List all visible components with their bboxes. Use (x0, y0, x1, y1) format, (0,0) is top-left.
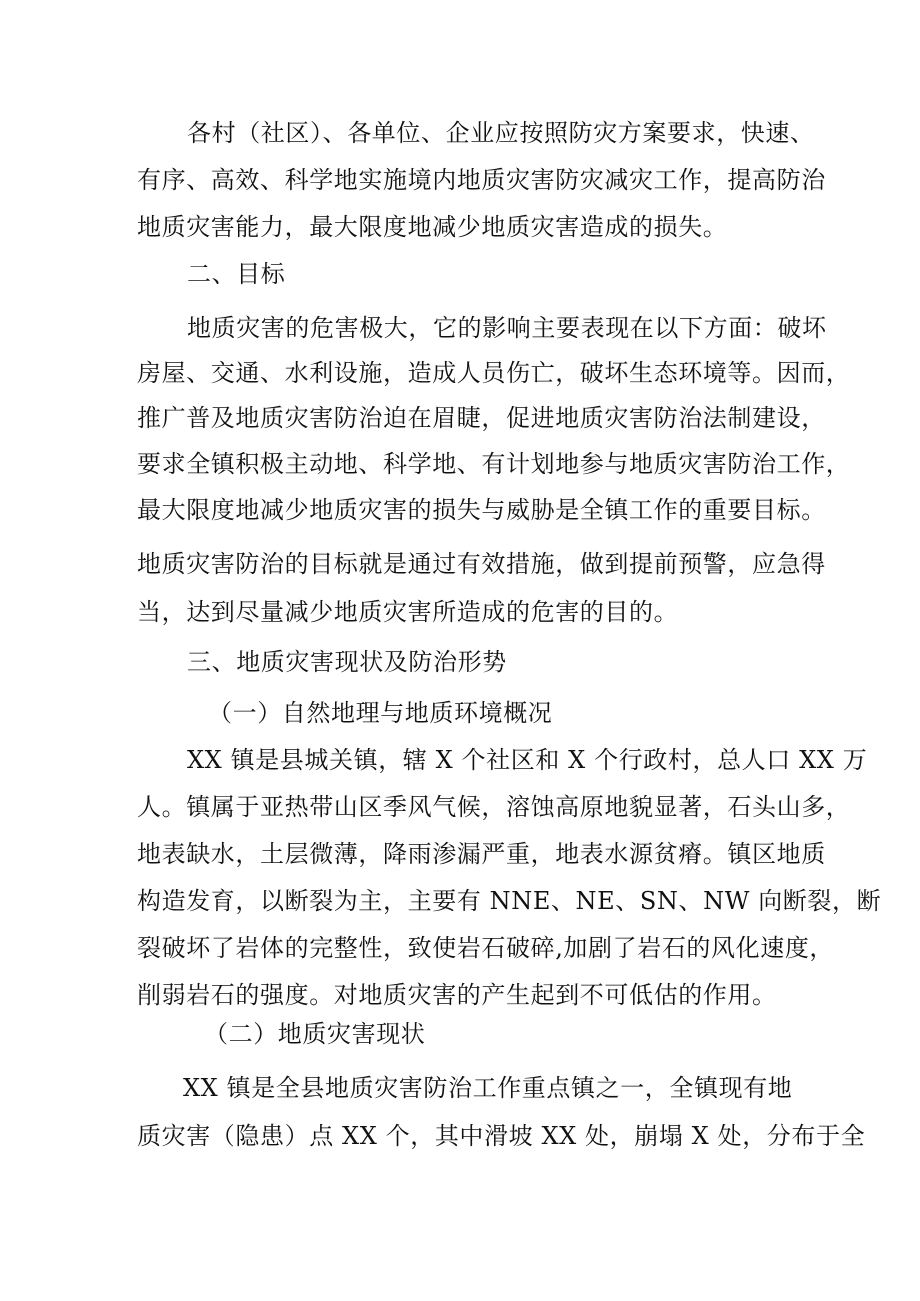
subsection-heading: （二）地质灾害现状 (204, 1020, 426, 1048)
text-line: XX 镇是县城关镇，辖 X 个社区和 X 个行政村，总人口 XX 万 (187, 746, 868, 774)
subsection-heading: （一）自然地理与地质环境概况 (208, 699, 553, 727)
text-line: 地质灾害能力，最大限度地减少地质灾害造成的损失。 (137, 213, 728, 241)
text-line: 构造发育，以断裂为主，主要有 NNE、NE、SN、NW 向断裂，断 (137, 887, 882, 915)
text-line: 地质灾害防治的目标就是通过有效措施，做到提前预警，应急得 (137, 550, 826, 578)
text-line: 推广普及地质灾害防治迫在眉睫，促进地质灾害防治法制建设， (137, 404, 826, 432)
section-heading: 二、目标 (187, 260, 286, 288)
text-line: 有序、高效、科学地实施境内地质灾害防灾减灾工作，提高防治 (137, 166, 826, 194)
text-line: 削弱岩石的强度。对地质灾害的产生起到不可低估的作用。 (137, 981, 777, 1009)
text-line: 当，达到尽量减少地质灾害所造成的危害的目的。 (137, 598, 679, 626)
text-line: 人。镇属于亚热带山区季风气候，溶蚀高原地貌显著，石头山多， (137, 793, 851, 821)
text-line: 地表缺水，土层微薄，降雨渗漏严重，地表水源贫瘠。镇区地质 (137, 840, 826, 868)
text-line: 要求全镇积极主动地、科学地、有计划地参与地质灾害防治工作， (137, 450, 851, 478)
text-line: 房屋、交通、水利设施，造成人员伤亡，破坏生态环境等。因而， (137, 359, 851, 387)
text-line: 最大限度地减少地质灾害的损失与威胁是全镇工作的重要目标。 (137, 496, 826, 524)
text-line: 各村（社区）、各单位、企业应按照防灾方案要求，快速、 (187, 119, 815, 147)
text-line: 地质灾害的危害极大，它的影响主要表现在以下方面：破坏 (187, 314, 827, 342)
text-line: XX 镇是全县地质灾害防治工作重点镇之一，全镇现有地 (183, 1074, 793, 1102)
text-line: 裂破坏了岩体的完整性，致使岩石破碎,加剧了岩石的风化速度， (137, 934, 835, 962)
text-line: 质灾害（隐患）点 XX 个，其中滑坡 XX 处，崩塌 X 处，分布于全 (137, 1122, 866, 1150)
section-heading: 三、地质灾害现状及防治形势 (187, 648, 507, 676)
